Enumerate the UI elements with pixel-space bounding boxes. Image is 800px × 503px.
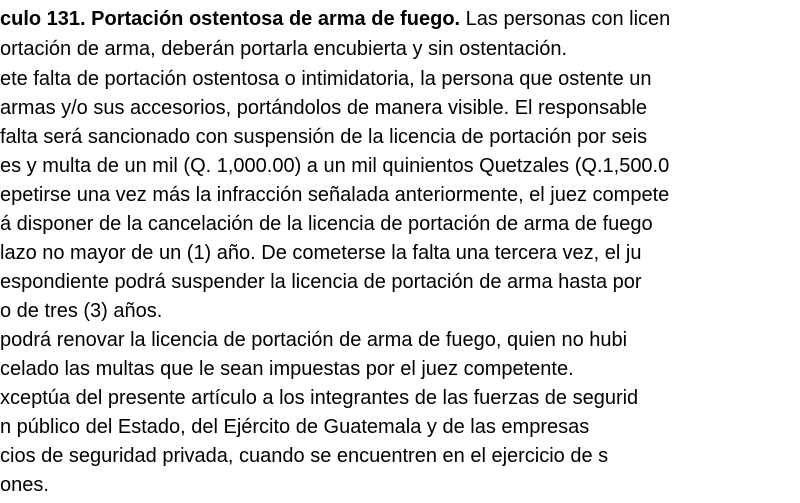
text-line-15: n público del Estado, del Ejército de Guatemala y de las empresas [0, 416, 590, 438]
article-heading: culo 131. Portación ostentosa de arma de fuego. [0, 8, 461, 30]
text-line-4: armas y/o sus accesorios, portándolos de manera visible. El responsable [0, 97, 647, 119]
text-line-16: cios de seguridad privada, cuando se encuentren en el ejercicio de s [0, 445, 609, 467]
text-line-1-body: Las personas con licen [460, 8, 671, 30]
text-line-1 [0, 8, 670, 30]
text-line-11: o de tres (3) años. [0, 300, 163, 322]
text-line-2: ortación de arma, deberán portarla encubierta y sin ostentación. [0, 38, 568, 60]
text-line-3: ete falta de portación ostentosa o intimidatoria, la persona que ostente un [0, 68, 652, 90]
text-line-14: xceptúa del presente artículo a los integrantes de las fuerzas de segurid [0, 387, 639, 409]
text-line-7: epetirse una vez más la infracción señalada anteriormente, el juez compete [0, 184, 670, 206]
text-line-8: á disponer de la cancelación de la licencia de portación de arma de fuego [0, 213, 653, 235]
text-line-5: falta será sancionado con suspensión de la licencia de portación por seis [0, 126, 648, 148]
text-line-13: celado las multas que le sean impuestas por el juez competente. [0, 358, 574, 380]
text-line-10: espondiente podrá suspender la licencia de portación de arma hasta por [0, 271, 642, 293]
text-line-6: es y multa de un mil (Q. 1,000.00) a un mil quinientos Quetzales (Q.1,500.0 [0, 155, 670, 177]
text-line-9: lazo no mayor de un (1) año. De cometerse la falta una tercera vez, el ju [0, 242, 642, 264]
text-line-12: podrá renovar la licencia de portación de arma de fuego, quien no hubi [0, 329, 628, 351]
text-line-17: ones. [0, 474, 49, 496]
